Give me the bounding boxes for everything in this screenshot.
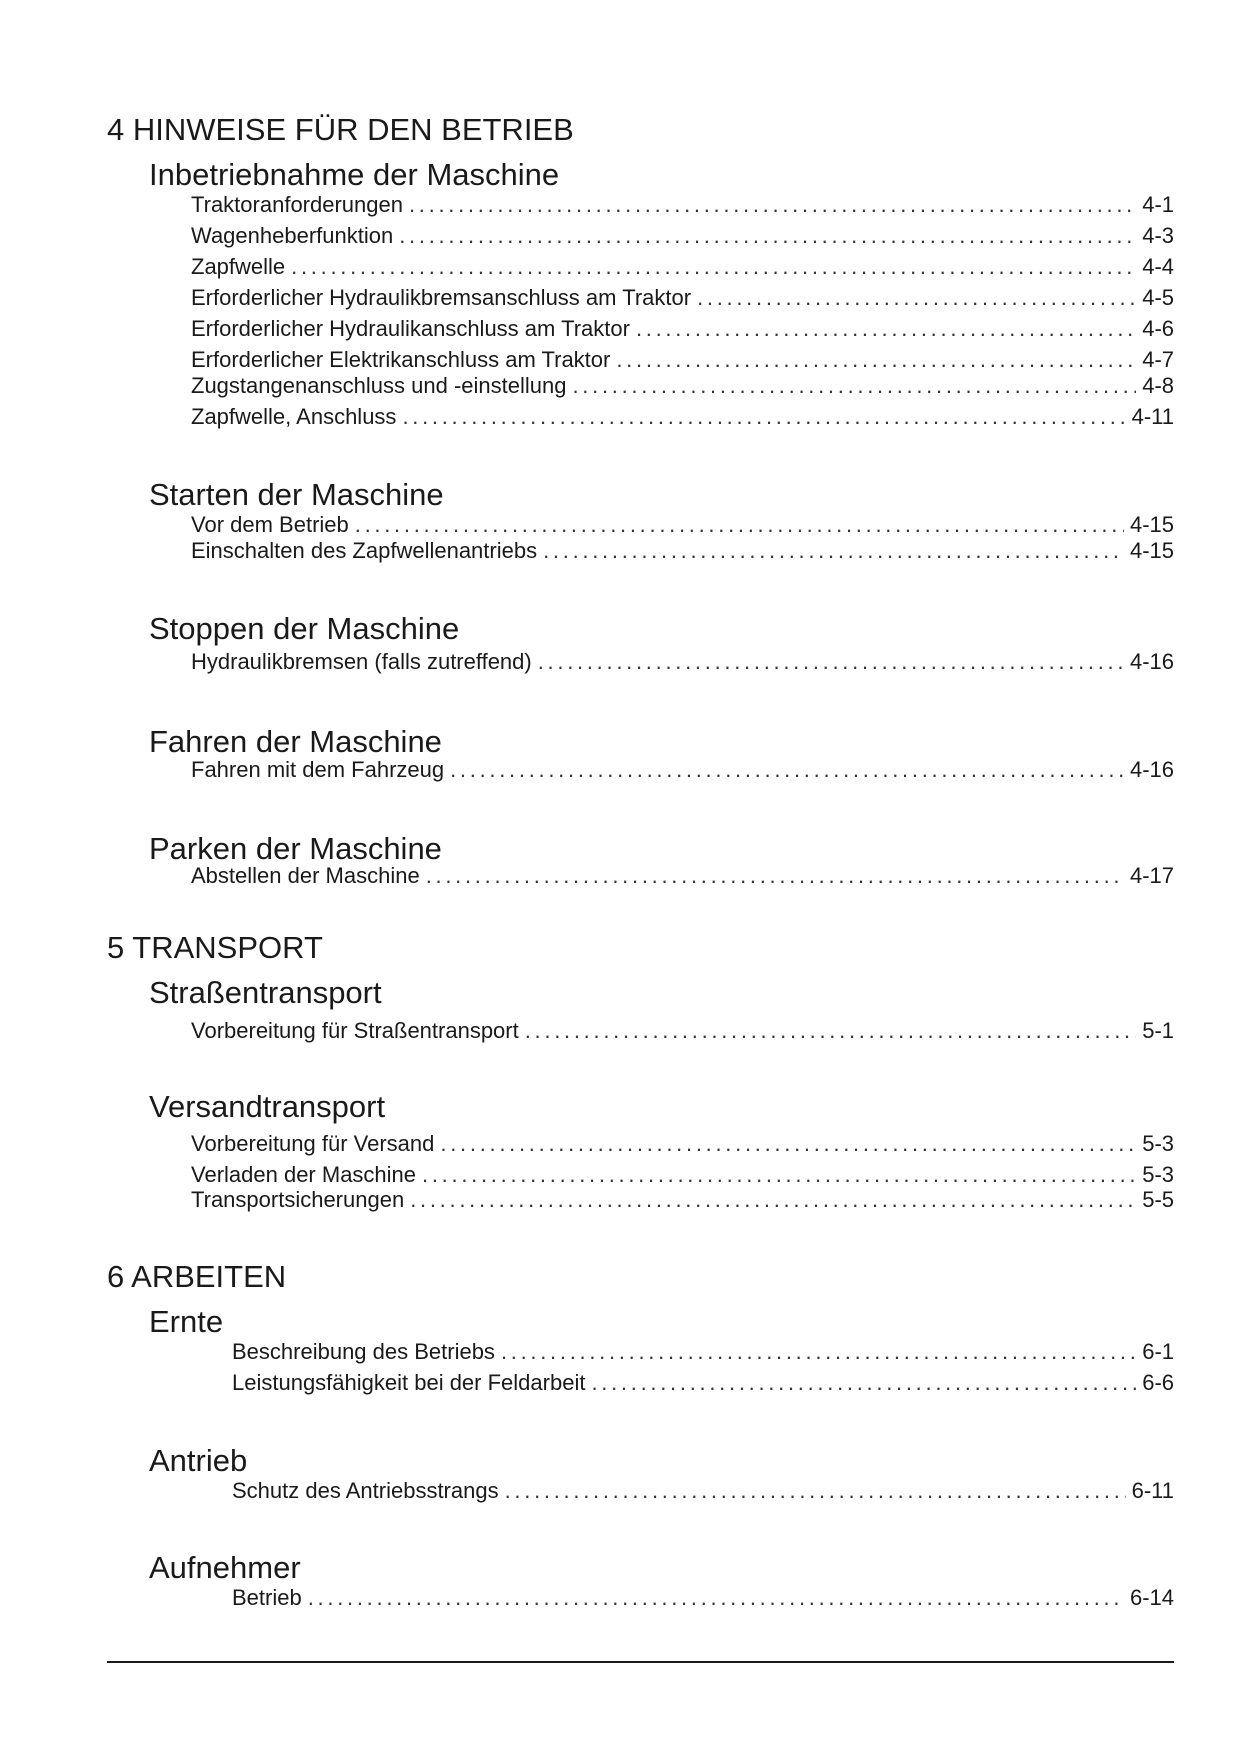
toc-entry[interactable] (191, 404, 1174, 430)
toc-entry-page: 4-15 (1129, 512, 1174, 537)
section-heading: Fahren der Maschine (149, 724, 442, 759)
toc-entry-page: 4-11 (1131, 404, 1174, 429)
toc-entry-title: Wagenheberfunktion (191, 223, 394, 248)
dot-leader (355, 512, 1124, 538)
dot-leader (616, 347, 1136, 373)
toc-entry[interactable] (232, 1478, 1174, 1504)
toc-entry[interactable] (191, 757, 1174, 783)
toc-entry-title: Leistungsfähigkeit bei der Feldarbeit (232, 1370, 586, 1395)
toc-entry[interactable] (232, 1339, 1174, 1365)
toc-entry[interactable] (191, 192, 1174, 218)
toc-entry-title: Vorbereitung für Straßentransport (191, 1018, 519, 1043)
dot-leader (410, 1187, 1136, 1213)
toc-entry-title: Hydraulikbremsen (falls zutreffend) (191, 649, 532, 674)
toc-entry-title: Schutz des Antriebsstrangs (232, 1478, 499, 1503)
toc-entry-page: 4-5 (1142, 285, 1174, 310)
toc-entry-page: 4-3 (1142, 223, 1174, 248)
chapter-heading: 5 TRANSPORT (107, 930, 323, 965)
toc-entry[interactable] (191, 1162, 1174, 1188)
toc-entry-title: Betrieb (232, 1585, 302, 1610)
toc-entry[interactable] (191, 863, 1174, 889)
dot-leader (450, 757, 1124, 783)
toc-entry-page: 4-1 (1142, 192, 1174, 217)
section-heading: Antrieb (149, 1443, 248, 1478)
section-heading: Straßentransport (149, 975, 382, 1010)
section-heading: Parken der Maschine (149, 831, 442, 866)
dot-leader (409, 192, 1136, 218)
dot-leader (422, 1162, 1136, 1188)
toc-entry-page: 4-16 (1129, 649, 1174, 674)
dot-leader (543, 538, 1124, 564)
dot-leader (636, 316, 1136, 342)
toc-entry-title: Verladen der Maschine (191, 1162, 417, 1187)
toc-entry[interactable] (232, 1370, 1174, 1396)
toc-entry-title: Erforderlicher Elektrikanschluss am Traktor (191, 347, 611, 372)
toc-entry-page: 4-8 (1142, 373, 1174, 398)
toc-entry-page: 5-1 (1142, 1018, 1174, 1043)
section-heading: Aufnehmer (149, 1550, 301, 1585)
dot-leader (426, 863, 1124, 889)
section-heading: Inbetriebnahme der Maschine (149, 157, 560, 192)
dot-leader (572, 373, 1136, 399)
section-heading: Ernte (149, 1304, 224, 1339)
section-heading: Versandtransport (149, 1089, 386, 1124)
toc-entry[interactable] (191, 1018, 1174, 1044)
dot-leader (440, 1131, 1136, 1157)
dot-leader (538, 649, 1124, 675)
chapter-heading: 4 HINWEISE FÜR DEN BETRIEB (107, 112, 574, 147)
toc-entry[interactable] (191, 373, 1174, 399)
toc-entry-title: Vor dem Betrieb (191, 512, 349, 537)
toc-entry[interactable] (191, 1131, 1174, 1157)
toc-entry[interactable] (232, 1585, 1174, 1611)
toc-entry[interactable] (191, 316, 1174, 342)
toc-entry[interactable] (191, 223, 1174, 249)
toc-entry-page: 4-16 (1129, 757, 1174, 782)
bottom-rule (107, 1661, 1174, 1663)
toc-entry-page: 6-14 (1129, 1585, 1174, 1610)
chapter-heading: 6 ARBEITEN (107, 1259, 287, 1294)
toc-entry-page: 4-17 (1129, 863, 1174, 888)
toc-entry-page: 5-3 (1142, 1162, 1174, 1187)
toc-entry-page: 4-6 (1142, 316, 1174, 341)
dot-leader (308, 1585, 1124, 1611)
toc-entry-page: 5-5 (1142, 1187, 1174, 1212)
dot-leader (501, 1339, 1136, 1365)
toc-entry-title: Beschreibung des Betriebs (232, 1339, 495, 1364)
toc-entry[interactable] (191, 538, 1174, 564)
dot-leader (505, 1478, 1126, 1504)
toc-entry-page: 5-3 (1142, 1131, 1174, 1156)
toc-entry-title: Einschalten des Zapfwellenantriebs (191, 538, 538, 563)
toc-entry[interactable] (191, 649, 1174, 675)
toc-entry-title: Abstellen der Maschine (191, 863, 420, 888)
dot-leader (591, 1370, 1136, 1396)
toc-entry[interactable] (191, 512, 1174, 538)
toc-entry-title: Fahren mit dem Fahrzeug (191, 757, 445, 782)
toc-entry-page: 4-15 (1129, 538, 1174, 563)
toc-entry-title: Zapfwelle, Anschluss (191, 404, 397, 429)
toc-entry-title: Vorbereitung für Versand (191, 1131, 435, 1156)
dot-leader (399, 223, 1136, 249)
dot-leader (402, 404, 1125, 430)
toc-entry[interactable] (191, 254, 1174, 280)
toc-entry-title: Zapfwelle (191, 254, 286, 279)
toc-entry-page: 6-6 (1142, 1370, 1174, 1395)
toc-entry-page: 6-1 (1142, 1339, 1174, 1364)
toc-entry-page: 4-4 (1142, 254, 1174, 279)
dot-leader (291, 254, 1136, 280)
toc-entry-title: Traktoranforderungen (191, 192, 403, 217)
dot-leader (697, 285, 1136, 311)
toc-entry-title: Erforderlicher Hydraulikanschluss am Traktor (191, 316, 630, 341)
toc-entry[interactable] (191, 285, 1174, 311)
toc-entry[interactable] (191, 347, 1174, 373)
section-heading: Starten der Maschine (149, 477, 444, 512)
section-heading: Stoppen der Maschine (149, 611, 460, 646)
toc-entry-title: Transportsicherungen (191, 1187, 405, 1212)
toc-entry-page: 4-7 (1142, 347, 1174, 372)
dot-leader (525, 1018, 1136, 1044)
toc-entry-title: Zugstangenanschluss und -einstellung (191, 373, 567, 398)
toc-entry-page: 6-11 (1131, 1478, 1174, 1503)
toc-entry[interactable] (191, 1187, 1174, 1213)
toc-entry-title: Erforderlicher Hydraulikbremsanschluss am Traktor (191, 285, 692, 310)
